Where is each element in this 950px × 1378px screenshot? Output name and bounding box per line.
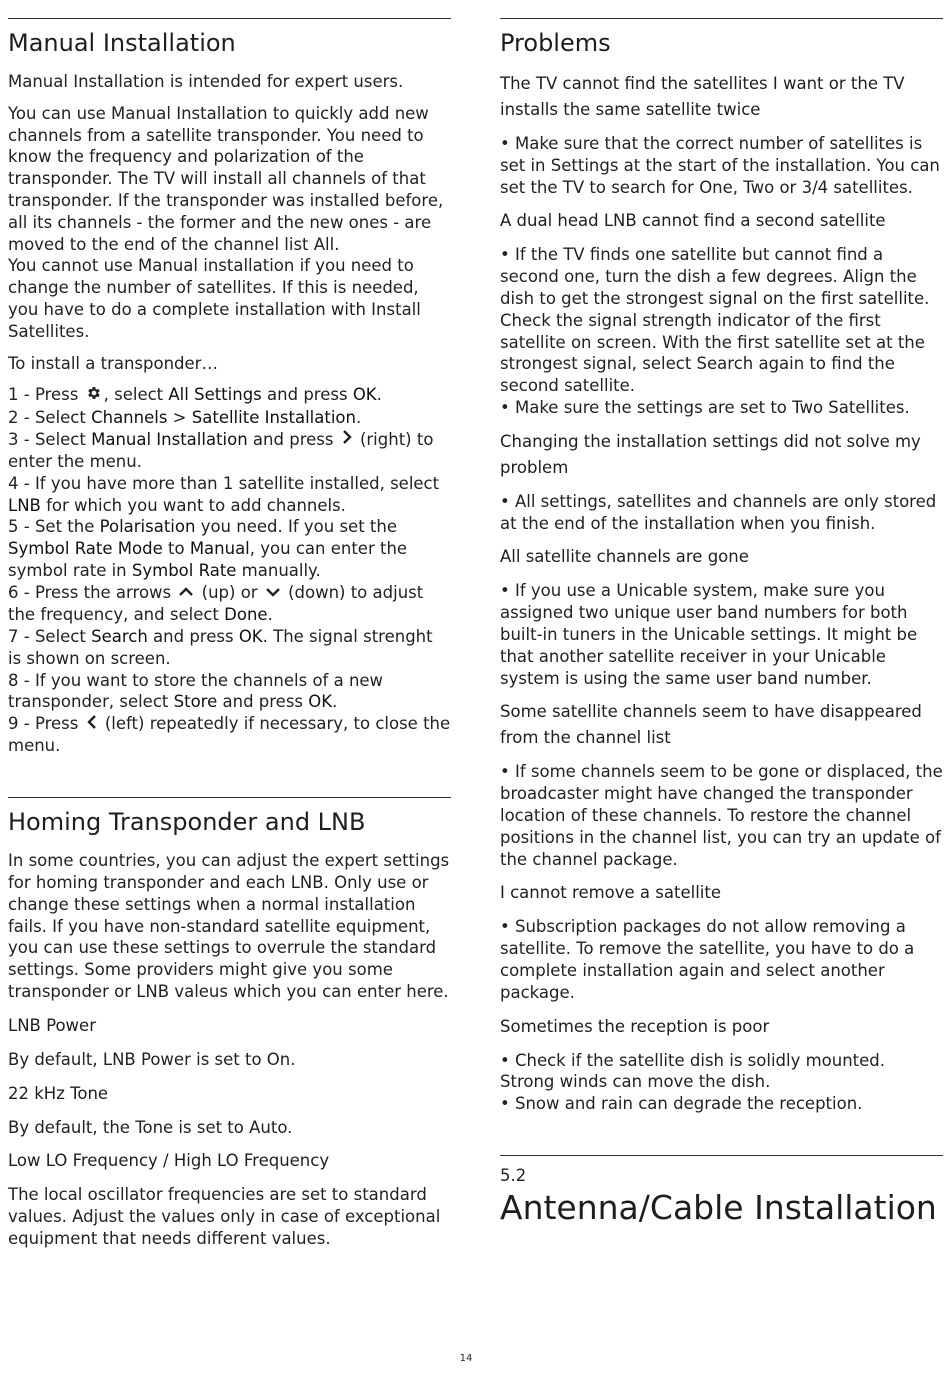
- problem-5-heading: Some satellite channels seem to have disappeared from the channel list: [500, 702, 922, 748]
- problem-6-answer: • Subscription packages do not allow removing a satellite. To remove the satellite, you have to do a complete installation again and select another package.: [500, 917, 915, 1002]
- manual-intro: Manual Installation is intended for expert users.: [8, 72, 404, 91]
- homing-intro: In some countries, you can adjust the expert settings for homing transponder and each LNB. Only use or change these settings when a normal installation fails. If you have non-standard satellite equipment, you can use these settings to overrule the standard settings. Some providers might give you some transponder or LNB valeus which you can enter here.: [8, 851, 450, 1002]
- section-number: 5.2: [500, 1165, 527, 1185]
- problem-5-answer: • If some channels seem to be gone or displaced, the broadcaster might have changed the transponder location of these channels. To restore the channel positions in the channel list, you can try an update of the channel package.: [500, 762, 943, 869]
- manual-description: You can use Manual Installation to quickly add new channels from a satellite transponder. You need to know the frequency and polarization of the transponder. The TV will install all channels of that transponder. If the transponder was installed before, all its channels - the former and the new ones - are moved to the end of the channel list All.: [8, 103, 444, 254]
- problem-6-heading: I cannot remove a satellite: [500, 883, 721, 903]
- step-8: 8 - If you want to store the channels of a new transponder, select Store and press OK.: [8, 670, 384, 712]
- step-5: 5 - Set the Polarisation you need. If you set the Symbol Rate Mode to Manual, you can enter the symbol rate in Symbol Rate manually.: [8, 517, 408, 580]
- section-rule: [500, 18, 943, 19]
- problem-7-heading: Sometimes the reception is poor: [500, 1016, 770, 1036]
- problem-4-answer: • If you use a Unicable system, make sure you assigned two unique user band numbers for both built-in tuners in the Unicable settings. It might be that another satellite receiver in your Unicable system is using the same user band number.: [500, 581, 918, 688]
- section-rule: [8, 18, 451, 19]
- chevron-up-icon: [178, 582, 194, 604]
- problem-2-heading: A dual head LNB cannot find a second satellite: [500, 211, 886, 231]
- problem-7-answer: • Check if the satellite dish is solidly mounted. Strong winds can move the dish.: [500, 1050, 886, 1092]
- section-rule: [8, 797, 451, 798]
- manual-limitation: You cannot use Manual installation if you need to change the number of satellites. If this is needed, you have to do a complete installation with Install Satellites.: [8, 256, 421, 341]
- antenna-section: [500, 1155, 943, 1228]
- tone-heading: 22 kHz Tone: [8, 1083, 109, 1103]
- problem-1-heading: The TV cannot find the satellites I want or the TV installs the same satellite twice: [500, 74, 905, 119]
- problem-2-answer-extra: • Make sure the settings are set to Two Satellites.: [500, 397, 910, 417]
- lnb-power-heading: LNB Power: [8, 1015, 96, 1035]
- chevron-right-icon: [341, 429, 353, 451]
- right-column: [500, 18, 943, 1228]
- problem-4-heading: All satellite channels are gone: [500, 547, 749, 567]
- lo-frequency-heading: Low LO Frequency / High LO Frequency: [8, 1151, 330, 1171]
- step-9: 9 - Press (left) repeatedly if necessary, to close the menu.: [8, 714, 451, 756]
- homing-heading: Homing Transponder and LNB: [8, 808, 366, 837]
- left-column: [8, 18, 451, 1260]
- step-3: 3 - Select Manual Installation and press (right) to enter the menu.: [8, 429, 434, 471]
- problem-3-answer: • All settings, satellites and channels are only stored at the end of the installation when you finish.: [500, 491, 937, 533]
- homing-section: [8, 797, 451, 1250]
- step-7: 7 - Select Search and press OK. The signal strenght is shown on screen.: [8, 626, 433, 668]
- manual-installation-heading: Manual Installation: [8, 29, 236, 57]
- problem-2-answer: • If the TV finds one satellite but cannot find a second one, turn the dish a few degrees. Align the dish to get the strongest signal on the first satellite. Check the signal strength indicator of the first satellite on screen. With the first satellite set at the strongest signal, select Search again to find the second satellite.: [500, 245, 930, 396]
- lnb-power-text: By default, LNB Power is set to On.: [8, 1049, 296, 1069]
- section-spacer: [8, 757, 451, 797]
- chevron-left-icon: [86, 714, 98, 736]
- section-rule: [500, 1155, 943, 1156]
- install-steps: [8, 384, 451, 757]
- step-6: 6 - Press the arrows (up) or (down) to adjust the frequency, and select Done.: [8, 582, 424, 625]
- problem-3-heading: Changing the installation settings did not solve my problem: [500, 431, 921, 477]
- page-number: 14: [459, 1353, 473, 1364]
- lo-frequency-text: The local oscillator frequencies are set to standard values. Adjust the values only in case of exceptional equipment that needs different values.: [8, 1185, 441, 1249]
- tone-text: By default, the Tone is set to Auto.: [8, 1117, 293, 1137]
- gear-icon: [86, 385, 102, 407]
- problems-section: [500, 18, 943, 1115]
- manual-steps-intro: To install a transponder…: [8, 353, 218, 373]
- chevron-down-icon: [265, 582, 281, 604]
- problems-heading: Problems: [500, 29, 611, 57]
- step-2: 2 - Select Channels > Satellite Installation.: [8, 407, 362, 427]
- manual-installation-section: [8, 18, 451, 757]
- problem-7-answer-extra: • Snow and rain can degrade the reception.: [500, 1094, 863, 1114]
- section-spacer: [500, 1125, 943, 1155]
- step-4: 4 - If you have more than 1 satellite installed, select LNB for which you want to add channels.: [8, 473, 440, 515]
- step-1: 1 - Press , select All Settings and press OK.: [8, 384, 451, 406]
- antenna-cable-heading: Antenna/Cable Installation: [500, 1187, 937, 1227]
- problem-1-answer: • Make sure that the correct number of satellites is set in Settings at the start of the installation. You can set the TV to search for One, Two or 3/4 satellites.: [500, 134, 940, 197]
